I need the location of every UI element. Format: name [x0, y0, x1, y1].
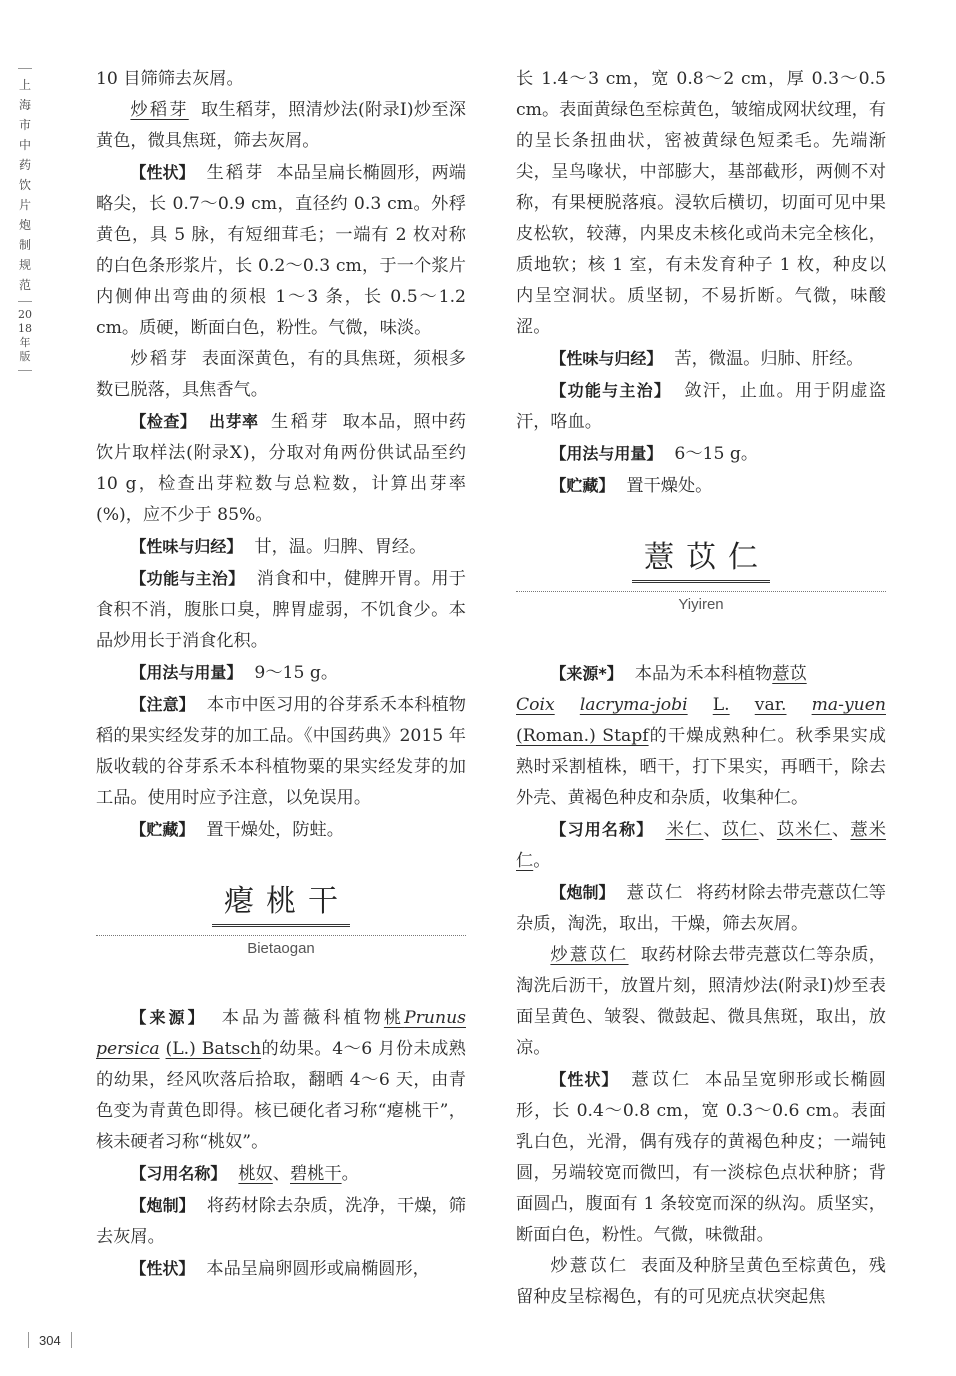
page-number: 304: [18, 1332, 82, 1348]
section-label: 【贮藏】: [550, 476, 615, 495]
subheading: 炒稻芽: [130, 100, 189, 120]
subheading: 炒薏苡仁: [550, 945, 629, 965]
section-xingwei: 【性味与归经】 甘，温。归脾、胃经。: [130, 537, 427, 557]
latin-binomial: Coix lacryma-jobi L. var. ma-yuen: [516, 695, 886, 715]
section-label: 【用法与用量】: [550, 444, 663, 463]
section-label: 【检查】: [130, 412, 197, 431]
section-yongfa: 【用法与用量】 6～15 g。: [550, 444, 759, 464]
section-label: 【用法与用量】: [130, 663, 243, 682]
paragraph: 炒稻芽 表面深黄色，有的具焦斑，须根多数已脱落，具焦香气。: [96, 349, 466, 400]
paragraph: 长 1.4～3 cm，宽 0.8～2 cm，厚 0.3～0.5 cm。表面黄绿色至棕黄色，皱缩成网状纹理，有的呈长条扭曲状，密被黄绿色短柔毛。先端渐尖，呈鸟喙状，中部膨大，基部截形，两侧不对称，有果梗脱落痕。浸软后横切，切面可见中果皮松软，较薄，内果皮未核化或尚未完全核化，质地软；核 1 室，有未发育种子 1 枚，种皮以内呈空洞状。质坚韧，不易折断。气微，味酸涩。: [516, 69, 886, 337]
book-title: 上海市中药饮片炮制规范: [18, 78, 31, 292]
section-zhucang: 【贮藏】 置干燥处，防蛀。: [130, 820, 344, 840]
section-laiyuan: 【来源】 本品为蔷薇科植物桃Prunus persica (L.) Batsch的幼果。4～6 月份未成熟的幼果，经风吹落后拾取，翻晒 4～6 天，由青色变为青黄色即得。核已硬化者习称“瘪桃干”，核未硬者习称“桃奴”。: [96, 1008, 466, 1152]
section-label: 【功能与主治】: [550, 381, 672, 400]
sidebar-divider: [18, 301, 32, 302]
section-xiyong: 【习用名称】 米仁、苡仁、苡米仁、薏米仁。: [516, 820, 886, 871]
section-zhuyi: 【注意】 本市中医习用的谷芽系禾本科植物稻的果实经发芽的加工品。《中国药典》2015 年版收载的谷芽系禾本科植物粟的果实经发芽的加工品。使用时应予注意，以免误用。: [96, 695, 466, 808]
section-label: 【性状】: [130, 1259, 195, 1278]
section-jiancha: 【检查】 出芽率 生稻芽 取本品，照中药饮片取样法(附录Ⅹ)，分取对角两份供试品至约 10 g，检查出芽粒数与总粒数，计算出芽率(%)，应不少于 85%。: [96, 412, 466, 525]
section-label: 【来源*】: [550, 664, 623, 683]
section-label: 【功能与主治】: [130, 569, 245, 588]
page-number-divider: [71, 1332, 72, 1348]
section-paozhi: 【炮制】 将药材除去杂质，洗净，干燥，筛去灰屑。: [96, 1196, 466, 1247]
section-label: 【贮藏】: [130, 820, 195, 839]
monograph-pinyin: Bietaogan: [247, 940, 315, 957]
edition-year: 2018年版: [18, 308, 32, 363]
left-column: [96, 64, 466, 1285]
paragraph: 炒薏苡仁 取药材除去带壳薏苡仁等杂质，淘洗后沥干，放置片刻，照清炒法(附录Ⅰ)炒至表面呈黄色、皱裂、微鼓起、微具焦斑，取出，放凉。: [516, 945, 886, 1058]
section-gongneng: 【功能与主治】 消食和中，健脾开胃。用于食积不消，腹胀口臭，脾胃虚弱，不饥食少。本品炒用长于消食化积。: [96, 569, 466, 651]
section-xiyong: 【习用名称】 桃奴、碧桃干。: [130, 1164, 359, 1184]
paragraph: (Roman.) Stapf的干燥成熟种仁。秋季果实成熟时采割植株，晒干，打下果实，再晒干，除去外壳、黄褐色种皮和杂质，收集种仁。: [516, 726, 886, 808]
section-laiyuan: 【来源*】 本品为禾本科植物薏苡: [550, 664, 807, 684]
section-label: 【注意】: [130, 695, 195, 714]
sidebar-divider: [18, 370, 32, 371]
section-label: 【习用名称】: [550, 820, 654, 839]
monograph-title: 瘪桃干: [96, 882, 466, 927]
paragraph: 炒薏苡仁 表面及种脐呈黄色至棕黄色，残留种皮呈棕褐色，有的可见疣点状突起焦: [516, 1256, 886, 1307]
section-label: 【炮制】: [550, 883, 615, 902]
running-header-sidebar: [14, 62, 36, 377]
section-yongfa: 【用法与用量】 9～15 g。: [130, 663, 339, 683]
paragraph: 炒稻芽 取生稻芽，照清炒法(附录Ⅰ)炒至深黄色，微具焦斑，筛去灰屑。: [96, 100, 466, 151]
section-zhucang: 【贮藏】 置干燥处。: [550, 476, 713, 496]
section-xingzhuang: 【性状】 生稻芽 本品呈扁长椭圆形，两端略尖，长 0.7～0.9 cm，直径约 0.3 cm。外稃黄色，具 5 脉，有短细茸毛；一端有 2 枚对称的白色条形浆片，长 0.2～0.3 cm，于一个浆片内侧伸出弯曲的须根 1～3 条，长 0.5～1.2 cm。质硬，断面白色，粉性。气微，味淡。: [96, 163, 466, 338]
section-xingzhuang: 【性状】 本品呈扁卵圆形或扁椭圆形，: [130, 1259, 430, 1279]
section-label: 【性状】: [550, 1070, 619, 1089]
section-label: 【习用名称】: [130, 1164, 227, 1183]
monograph-title: 薏苡仁: [516, 538, 886, 583]
section-label: 【性味与归经】: [550, 349, 663, 368]
section-label: 【炮制】: [130, 1196, 195, 1215]
section-label: 【来源】: [130, 1008, 207, 1027]
paragraph: 10 目筛筛去灰屑。: [96, 69, 244, 89]
section-label: 【性状】: [130, 163, 195, 182]
section-gongneng: 【功能与主治】 敛汗，止血。用于阴虚盗汗，咯血。: [516, 381, 886, 432]
section-label: 【性味与归经】: [130, 537, 243, 556]
sidebar-divider: [18, 68, 32, 69]
page-number-divider: [28, 1332, 29, 1348]
section-paozhi: 【炮制】 薏苡仁 将药材除去带壳薏苡仁等杂质，淘洗，取出，干燥，筛去灰屑。: [516, 883, 886, 934]
section-xingwei: 【性味与归经】 苦，微温。归肺、肝经。: [550, 349, 864, 369]
right-column: [516, 64, 886, 1313]
monograph-pinyin: Yiyiren: [678, 596, 724, 613]
section-xingzhuang: 【性状】 薏苡仁 本品呈宽卵形或长椭圆形，长 0.4～0.8 cm，宽 0.3～0.6 cm。表面乳白色，光滑，偶有残存的黄褐色种皮；一端钝圆，另端较宽而微凹，有一淡棕色点状种脐；背面圆凸，腹面有 1 条较宽而深的纵沟。质坚实，断面白色，粉性。气微，味微甜。: [516, 1070, 886, 1245]
